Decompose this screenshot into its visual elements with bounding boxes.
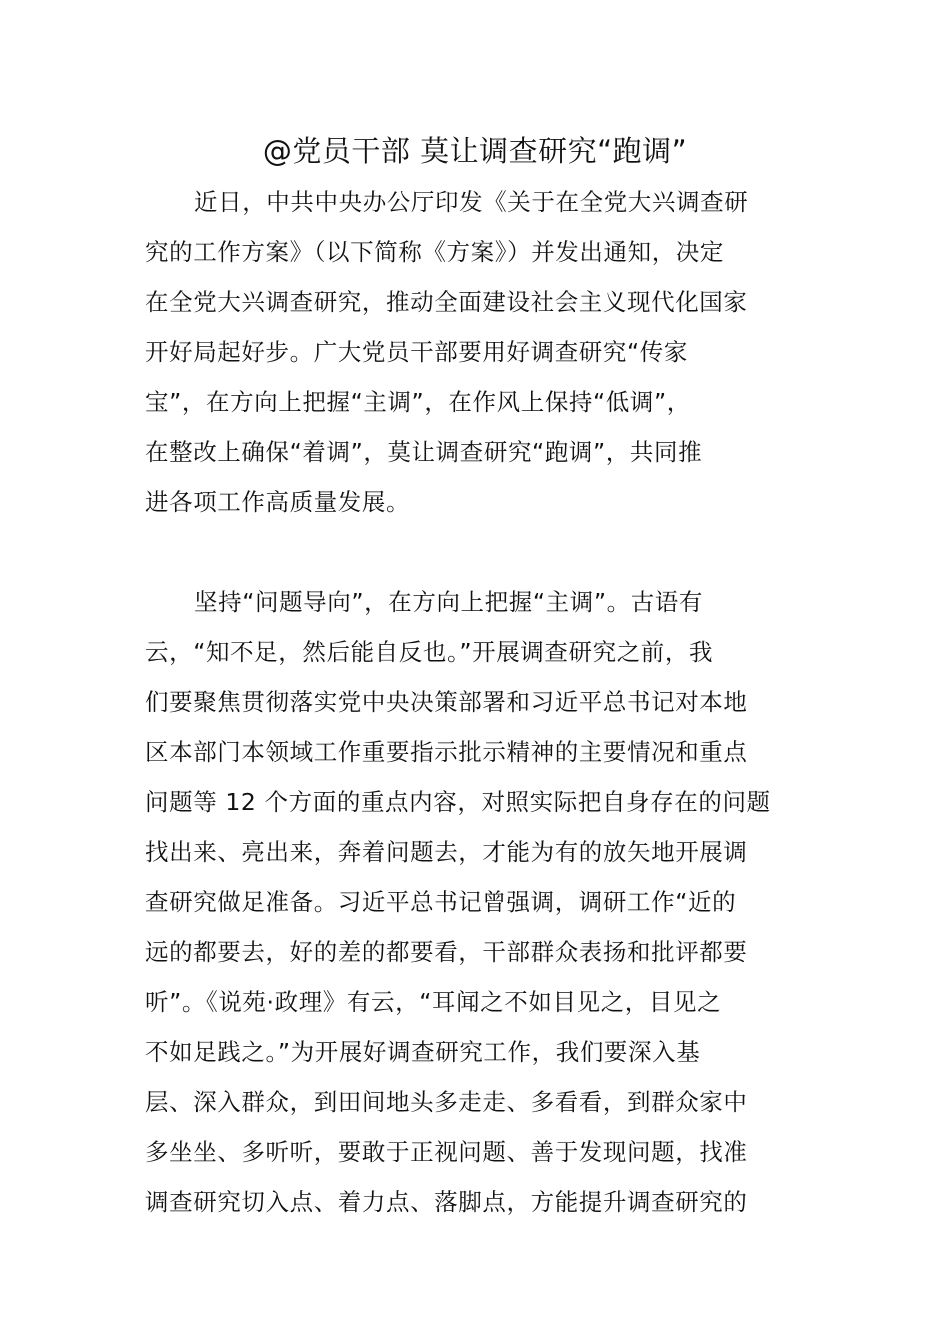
paragraph-line: 进各项工作高质量发展。 [145, 488, 411, 516]
paragraph-line: 究的工作方案》（以下简称《方案》）并发出通知，决定 [145, 238, 724, 266]
paragraph-line: 们要聚焦贯彻落实党中央决策部署和习近平总书记对本地 [145, 688, 748, 716]
paragraph-line: 问题等 12 个方面的重点内容，对照实际把自身存在的问题 [145, 788, 771, 816]
paragraph-1 [145, 177, 810, 527]
paragraph-line: 区本部门本领域工作重要指示批示精神的主要情况和重点 [145, 738, 748, 766]
paragraph-line: 查研究做足准备。习近平总书记曾强调，调研工作“近的 [145, 888, 737, 916]
paragraph-line: 不如足践之。”为开展好调查研究工作，我们要深入基 [145, 1038, 701, 1066]
paragraph-line: 宝”，在方向上把握“主调”，在作风上保持“低调”， [145, 388, 691, 416]
paragraph-line: 多坐坐、多听听，要敢于正视问题、善于发现问题，找准 [145, 1138, 748, 1166]
paragraph-line: 坚持“问题导向”，在方向上把握“主调”。古语有 [194, 588, 703, 616]
paragraph-line: 云，“知不足，然后能自反也。”开展调查研究之前，我 [145, 638, 714, 666]
paragraph-line: 开好局起好步。广大党员干部要用好调查研究“传家 [145, 338, 688, 366]
paragraph-line: 在整改上确保“着调”，莫让调查研究“跑调”，共同推 [145, 438, 703, 466]
paragraph-line: 找出来、亮出来，奔着问题去，才能为有的放矢地开展调 [145, 838, 748, 866]
document-title: @党员干部 莫让调查研究“跑调” [262, 134, 688, 168]
paragraph-line: 听”。《说苑·政理》有云，“耳闻之不如目见之，目见之 [145, 988, 722, 1016]
paragraph-line: 远的都要去，好的差的都要看，干部群众表扬和批评都要 [145, 938, 748, 966]
paragraph-line: 调查研究切入点、着力点、落脚点，方能提升调查研究的 [145, 1188, 748, 1216]
paragraph-line: 在全党大兴调查研究，推动全面建设社会主义现代化国家 [145, 288, 748, 316]
paragraph-line: 层、深入群众，到田间地头多走走、多看看，到群众家中 [145, 1088, 748, 1116]
paragraph-line: 近日，中共中央办公厅印发《关于在全党大兴调查研 [194, 188, 749, 216]
paragraph-2 [145, 577, 810, 1227]
